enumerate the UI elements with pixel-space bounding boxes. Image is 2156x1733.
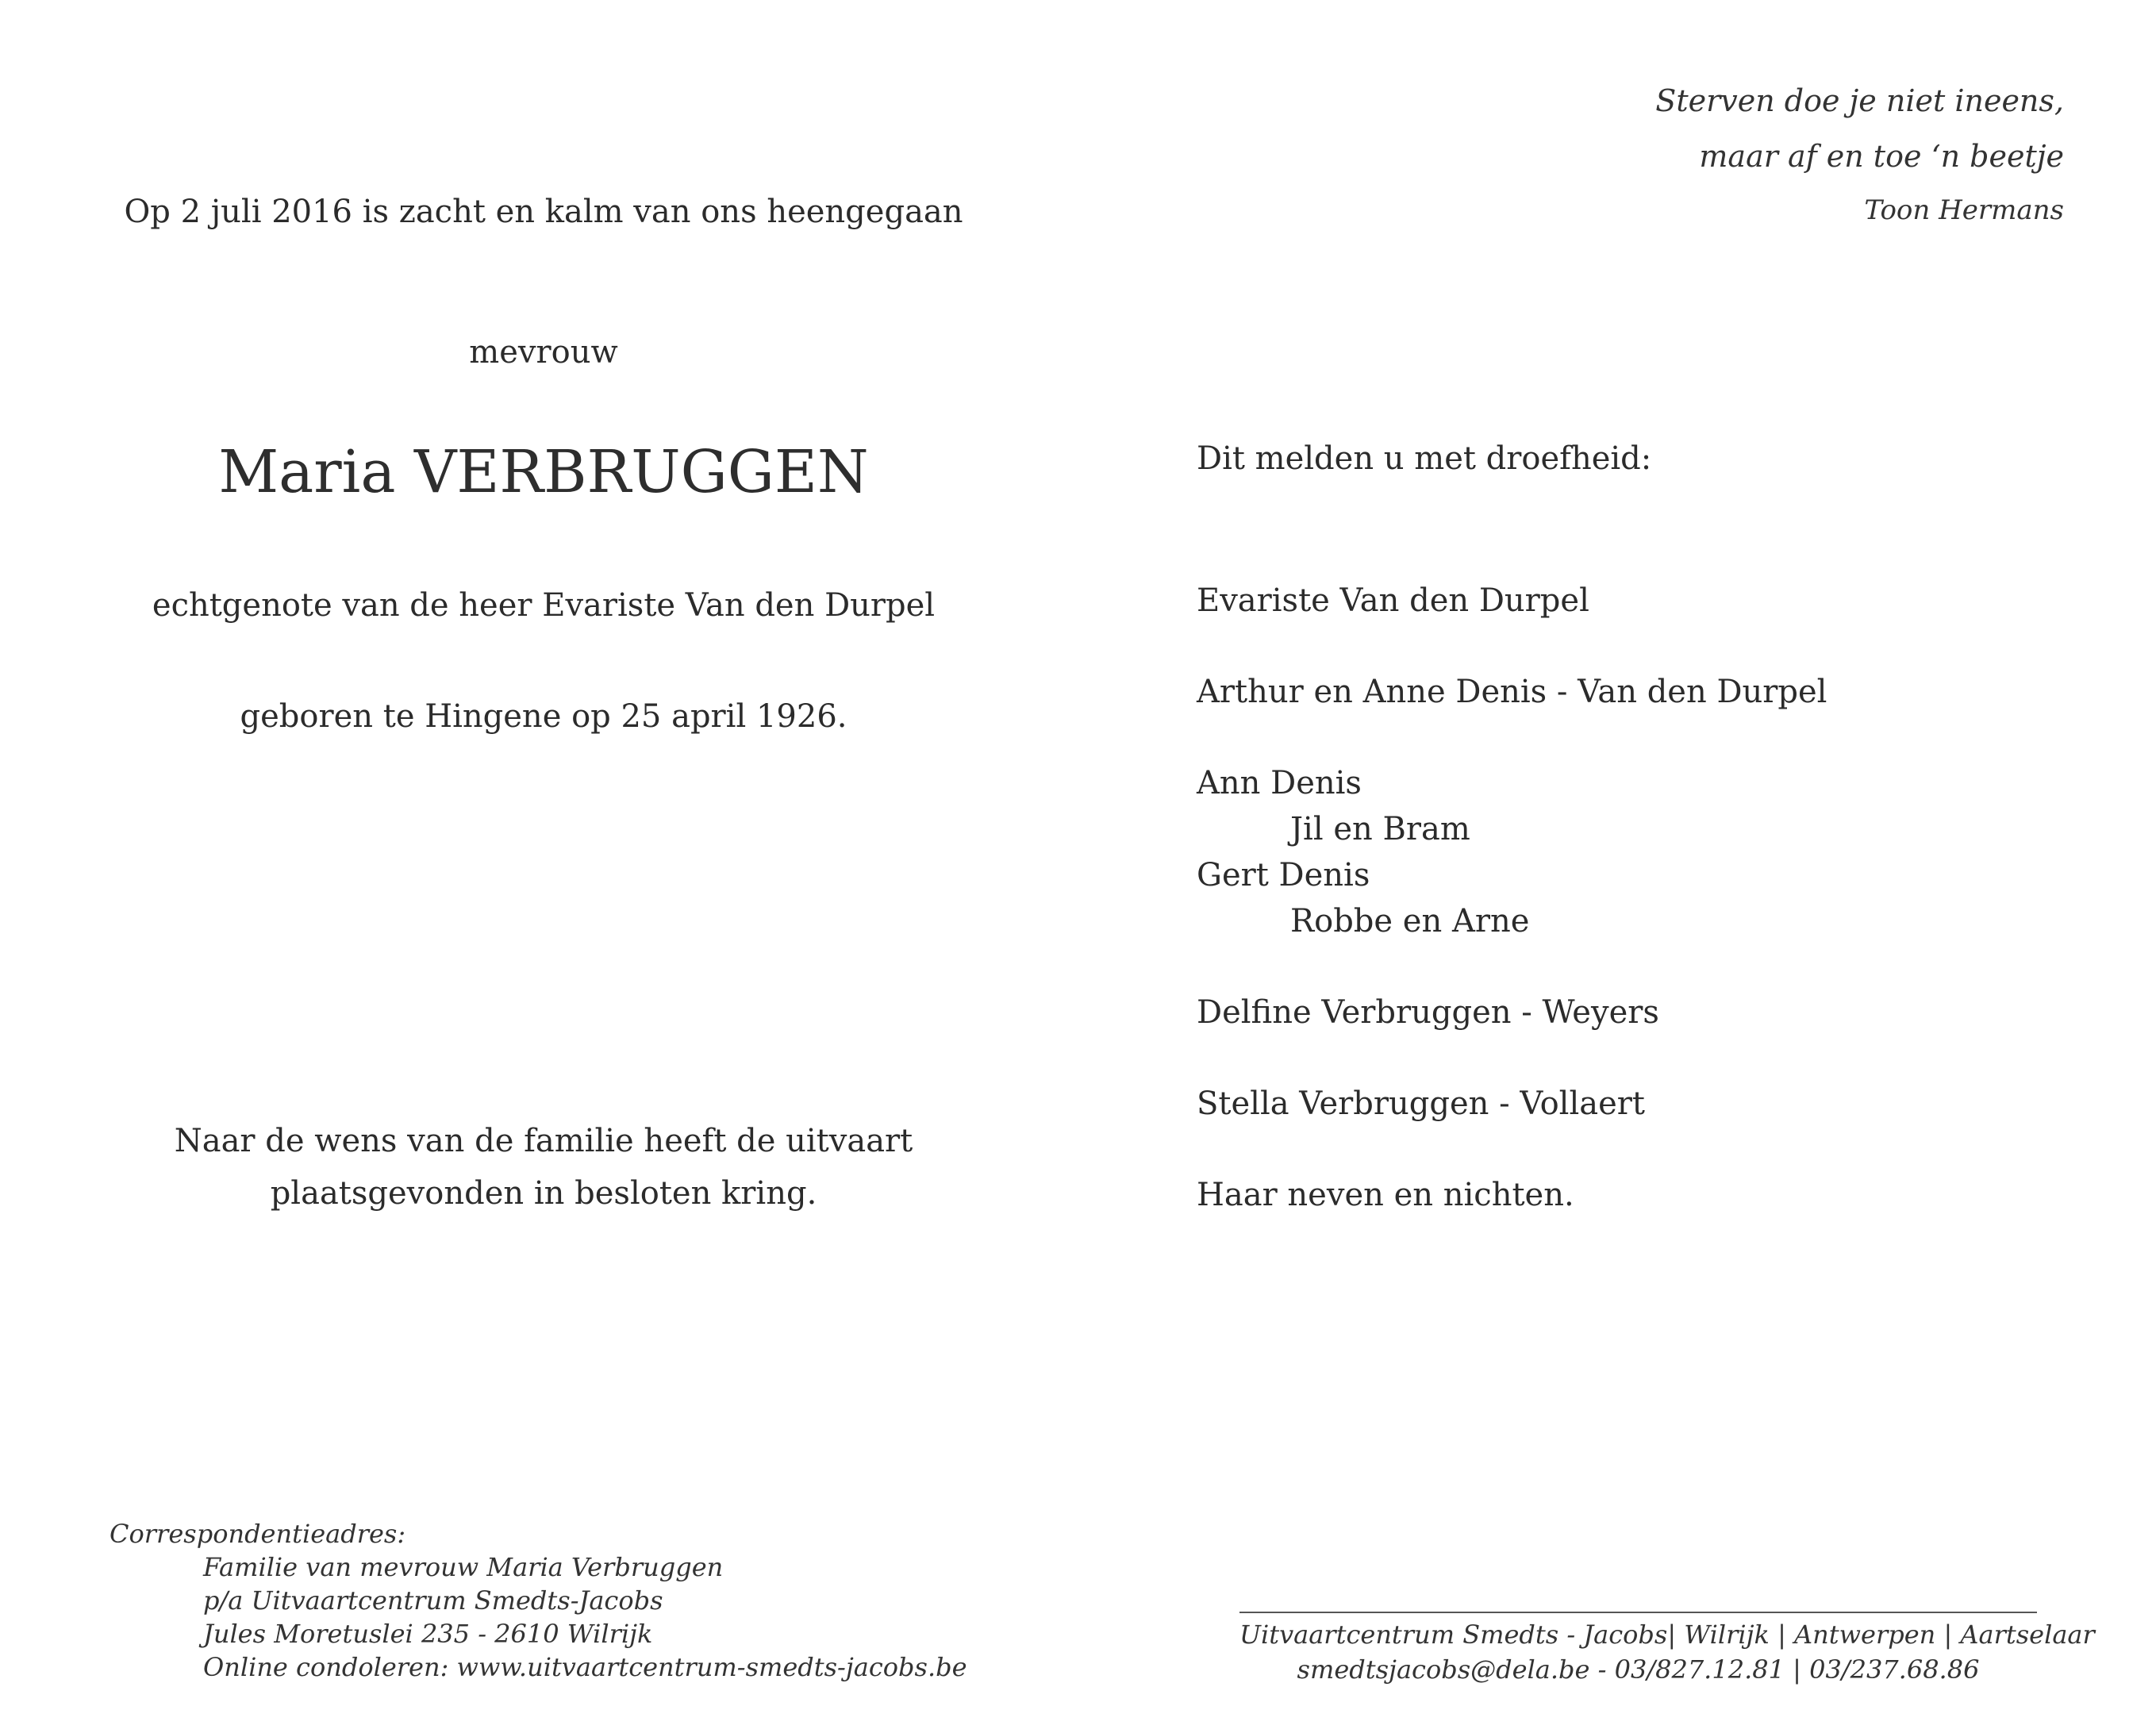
funeral-notice-line: plaatsgevonden in besloten kring. (270, 1175, 817, 1212)
quote-line: Sterven doe je niet ineens, (1655, 83, 2064, 118)
quote-line: maar af en toe ‘n beetje (1699, 139, 2064, 174)
correspondence-line: Jules Moretuslei 235 - 2610 Wilrijk (203, 1619, 653, 1649)
quote-author: Toon Hermans (1864, 194, 2064, 226)
family-member: Stella Verbruggen - Vollaert (1197, 1086, 1645, 1122)
birth-line: geboren te Hingene op 25 april 1926. (240, 698, 847, 735)
footer-divider (1239, 1612, 2037, 1613)
funeral-home-locations: Uitvaartcentrum Smedts - Jacobs| Wilrijk | Antwerpen | Aartselaar (1239, 1620, 2095, 1650)
correspondence-line: p/a Uitvaartcentrum Smedts-Jacobs (203, 1585, 663, 1616)
family-list (1197, 578, 1827, 1218)
correspondence-line: Familie van mevrouw Maria Verbruggen (203, 1552, 724, 1582)
family-member: Ann Denis (1197, 765, 1362, 801)
funeral-home-footer (1239, 1617, 2095, 1687)
family-member: Arthur en Anne Denis - Van den Durpel (1197, 674, 1827, 710)
family-member: Delfine Verbruggen - Weyers (1197, 994, 1659, 1031)
correspondence-address (110, 1517, 967, 1684)
spouse-line: echtgenote van de heer Evariste Van den Durpel (152, 587, 936, 624)
family-member-child: Robbe en Arne (1290, 903, 1530, 940)
funeral-home-contact: smedtsjacobs@dela.be - 03/827.12.81 | 03/237.68.86 (1297, 1654, 1980, 1685)
announcement-heading: Dit melden u met droefheid: (1197, 440, 1652, 477)
quote (1655, 73, 2064, 184)
deceased-name: Maria VERBRUGGEN (218, 438, 869, 506)
family-member: Evariste Van den Durpel (1197, 582, 1589, 619)
family-member: Haar neven en nichten. (1197, 1177, 1574, 1213)
correspondence-heading: Correspondentieadres: (110, 1519, 406, 1549)
correspondence-website: Online condoleren: www.uitvaartcentrum-smedts-jacobs.be (203, 1652, 967, 1682)
correspondence-lines (110, 1550, 967, 1684)
funeral-notice (0, 1115, 1087, 1220)
family-member: Gert Denis (1197, 857, 1370, 893)
honorific-title: mevrouw (469, 334, 618, 371)
funeral-notice-line: Naar de wens van de familie heeft de uitvaart (174, 1123, 913, 1159)
death-announcement-intro: Op 2 juli 2016 is zacht en kalm van ons heengegaan (124, 194, 963, 230)
family-member-child: Jil en Bram (1290, 811, 1470, 847)
